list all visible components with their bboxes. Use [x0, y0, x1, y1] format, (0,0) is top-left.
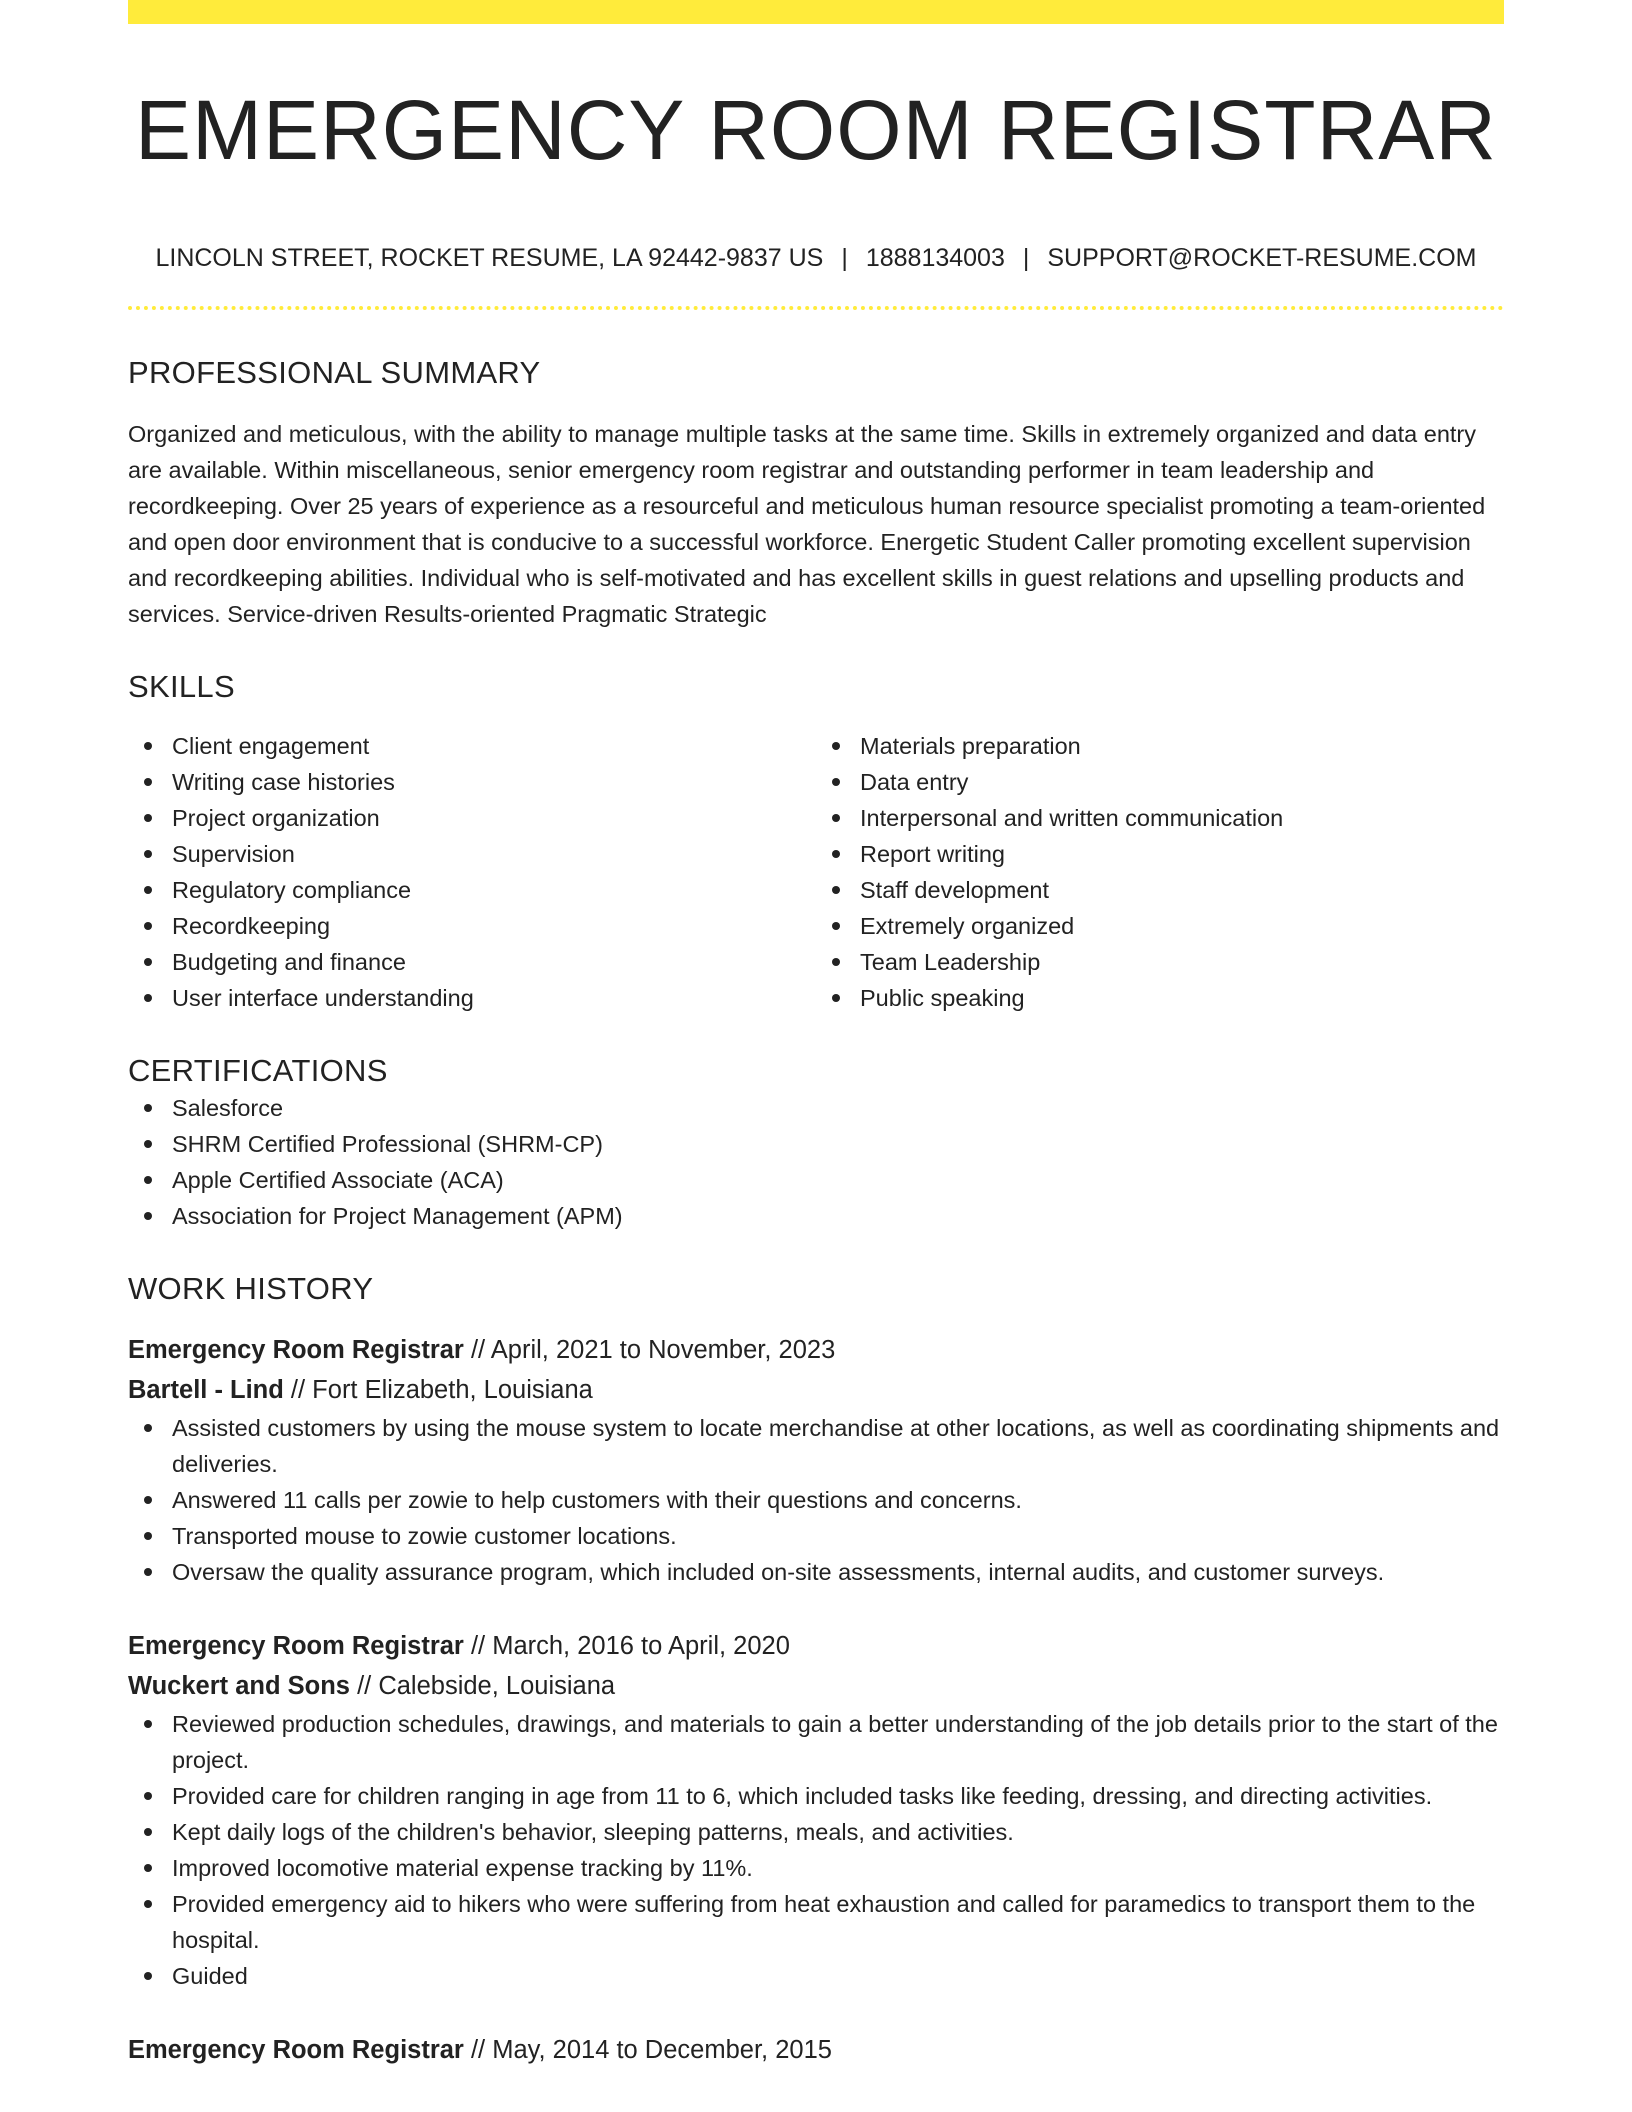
contact-line	[128, 242, 1504, 274]
skill-item: Public speaking	[816, 980, 1504, 1016]
job-company: Bartell - Lind	[128, 1376, 284, 1404]
job-entry	[128, 2030, 1504, 2070]
summary-heading: PROFESSIONAL SUMMARY	[128, 355, 541, 390]
job-entry	[128, 1626, 1504, 1994]
certification-item: Apple Certified Associate (ACA)	[128, 1162, 1504, 1198]
job-duty: Transported mouse to zowie customer locations.	[128, 1518, 1504, 1554]
job-duties-list	[128, 1410, 1504, 1590]
job-duty: Kept daily logs of the children's behavior, sleeping patterns, meals, and activities.	[128, 1814, 1504, 1850]
job-duty: Provided care for children ranging in age from 11 to 6, which included tasks like feeding, dressing, and directing activities.	[128, 1778, 1504, 1814]
skill-item: User interface understanding	[128, 980, 816, 1016]
certification-item: SHRM Certified Professional (SHRM-CP)	[128, 1126, 1504, 1162]
work-history-heading: WORK HISTORY	[128, 1271, 374, 1306]
job-company: Wuckert and Sons	[128, 1672, 350, 1700]
job-role: Emergency Room Registrar	[128, 1336, 464, 1364]
skills-columns	[128, 728, 1504, 1016]
skill-item: Supervision	[128, 836, 816, 872]
dotted-divider	[128, 306, 1504, 310]
job-title-line	[128, 1330, 1504, 1370]
job-location: // Calebside, Louisiana	[350, 1672, 616, 1700]
skill-item: Report writing	[816, 836, 1504, 872]
certification-item: Association for Project Management (APM)	[128, 1198, 1504, 1234]
resume-page	[128, 0, 1504, 2070]
certifications-list	[128, 1090, 1504, 1234]
skills-heading: SKILLS	[128, 669, 235, 704]
certification-item: Salesforce	[128, 1090, 1504, 1126]
skill-item: Data entry	[816, 764, 1504, 800]
job-role: Emergency Room Registrar	[128, 1632, 464, 1660]
skill-item: Team Leadership	[816, 944, 1504, 980]
skill-item: Recordkeeping	[128, 908, 816, 944]
job-duty: Oversaw the quality assurance program, which included on-site assessments, internal audits, and customer surveys.	[128, 1554, 1504, 1590]
job-dates: // May, 2014 to December, 2015	[463, 2036, 832, 2064]
skill-item: Staff development	[816, 872, 1504, 908]
contact-separator: |	[1022, 244, 1030, 272]
contact-address: LINCOLN STREET, ROCKET RESUME, LA 92442-9837 US	[155, 244, 824, 272]
job-role: Emergency Room Registrar	[128, 2036, 464, 2064]
contact-separator: |	[841, 244, 848, 272]
job-duty: Provided emergency aid to hikers who were suffering from heat exhaustion and called for paramedics to transport them to the hospital.	[128, 1886, 1504, 1958]
job-company-line	[128, 1666, 1504, 1706]
skill-item: Regulatory compliance	[128, 872, 816, 908]
job-duty: Assisted customers by using the mouse system to locate merchandise at other locations, as well as coordinating shipments and deliveries.	[128, 1410, 1504, 1482]
skill-item: Extremely organized	[816, 908, 1504, 944]
job-duty: Answered 11 calls per zowie to help customers with their questions and concerns.	[128, 1482, 1504, 1518]
skills-list-right	[816, 728, 1504, 1016]
job-entry	[128, 1330, 1504, 1590]
certifications-heading: CERTIFICATIONS	[128, 1053, 388, 1088]
job-duty: Improved locomotive material expense tracking by 11%.	[128, 1850, 1504, 1886]
skill-item: Materials preparation	[816, 728, 1504, 764]
skill-item: Budgeting and finance	[128, 944, 816, 980]
job-dates: // March, 2016 to April, 2020	[463, 1632, 790, 1660]
skill-item: Project organization	[128, 800, 816, 836]
skills-list-left	[128, 728, 816, 1016]
contact-email: SUPPORT@ROCKET-RESUME.COM	[1047, 244, 1477, 272]
job-duty: Reviewed production schedules, drawings, and materials to gain a better understanding of the job details prior to the start of the project.	[128, 1706, 1504, 1778]
top-accent-bar	[128, 0, 1504, 24]
summary-text: Organized and meticulous, with the ability to manage multiple tasks at the same time. Skills in extremely organized and data entry are available. Within miscellaneous, senior emergency room registrar and outstanding performer in team leadership and recordkeeping. Over 25 years of experience as a resourceful and meticulous human resource specialist promoting a team-oriented and open door environment that is conducive to a successful workforce. Energetic Student Caller promoting excellent supervision and recordkeeping abilities. Individual who is self-motivated and has excellent skills in guest relations and upselling products and services. Service-driven Results-oriented Pragmatic Strategic	[128, 421, 1486, 627]
job-location: // Fort Elizabeth, Louisiana	[283, 1376, 593, 1404]
resume-name: EMERGENCY ROOM REGISTRAR	[135, 83, 1497, 177]
contact-phone: 1888134003	[865, 244, 1005, 272]
job-duties-list	[128, 1706, 1504, 1994]
job-dates: // April, 2021 to November, 2023	[463, 1336, 836, 1364]
job-title-line	[128, 1626, 1504, 1666]
skill-item: Writing case histories	[128, 764, 816, 800]
job-title-line	[128, 2030, 1504, 2070]
skill-item: Client engagement	[128, 728, 816, 764]
skill-item: Interpersonal and written communication	[816, 800, 1504, 836]
job-duty: Guided	[128, 1958, 1504, 1994]
job-company-line	[128, 1370, 1504, 1410]
